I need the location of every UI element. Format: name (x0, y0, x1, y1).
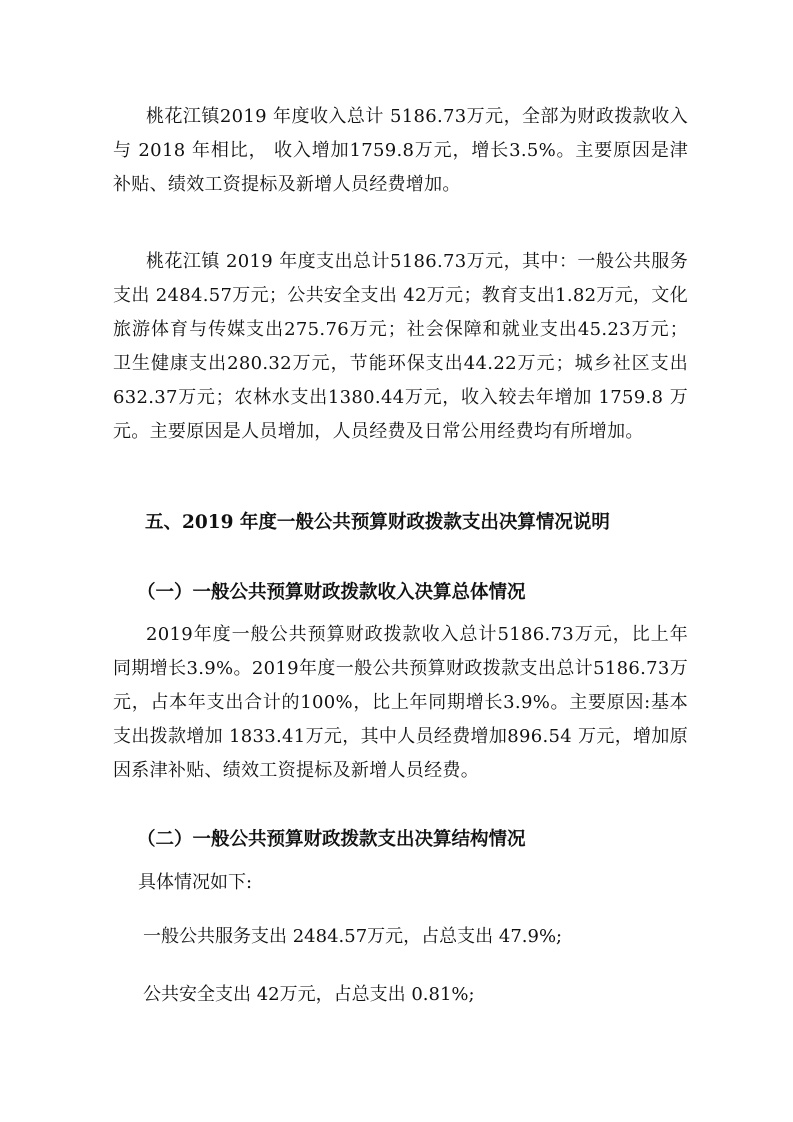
details-intro-text: 具体情况如下: (138, 872, 253, 893)
detail-item-public-service: 一般公共服务支出 2484.57万元，占总支出 47.9%; (143, 926, 563, 947)
subsection-one-heading: （一）一般公共预算财政拨款收入决算总体情况 (137, 582, 526, 603)
detail-item-public-safety: 公共安全支出 42万元，占总支出 0.81%; (143, 984, 475, 1005)
budget-overall-paragraph: 2019年度一般公共预算财政拨款收入总计5186.73万元，比上年同期增长3.9%。2019年度一般公共预算财政拨款支出总计5186.73万元，占本年支出合计的100%，比上年同期增长3.9%。主要原因:基本支出拨款增加 1833.41万元，其中人员经费增加896.54 万元，增加原因系津补贴、绩效工资提标及新增人员经费。 (113, 624, 688, 781)
expense-summary-paragraph: 桃花江镇 2019 年度支出总计5186.73万元，其中：一般公共服务支出 2484.57万元；公共安全支出 42万元；教育支出1.82万元，文化旅游体育与传媒支出275.76万元；社会保障和就业支出45.23万元；卫生健康支出280.32万元，节能环保支出44.22万元；城乡社区支出632.37万元；农林水支出1380.44万元，收入较去年增加 1759.8 万元。主要原因是人员增加，人员经费及日常公用经费均有所增加。 (113, 251, 688, 442)
subsection-two-heading: （二）一般公共预算财政拨款支出决算结构情况 (137, 829, 526, 850)
income-summary-paragraph: 桃花江镇2019 年度收入总计 5186.73万元，全部为财政拨款收入与 2018 年相比， 收入增加1759.8万元，增长3.5%。主要原因是津补贴、绩效工资提标及新增人员经费增加。 (113, 106, 688, 195)
section-five-heading: 五、2019 年度一般公共预算财政拨款支出决算情况说明 (145, 512, 610, 533)
